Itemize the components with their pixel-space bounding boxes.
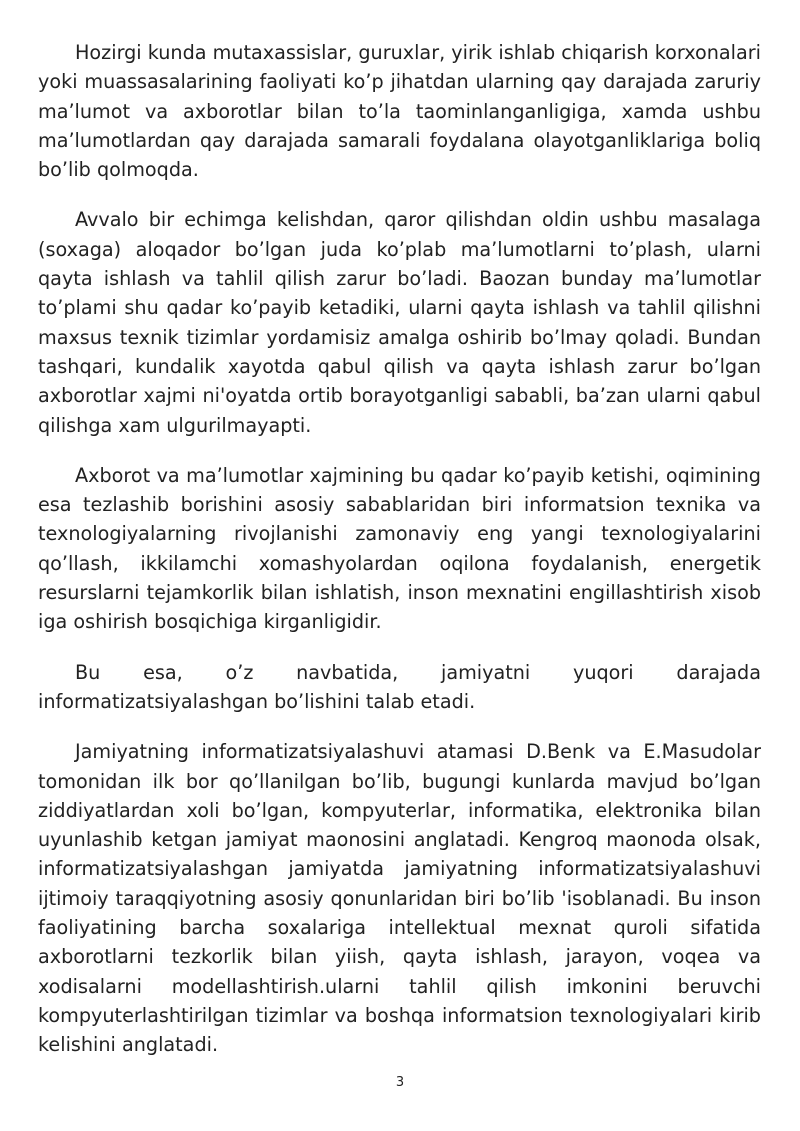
paragraph-1: Hozirgi kunda mutaxassislar, guruxlar, yirik ishlab chiqarish korxonalari yoki muassasalarining faoliyati ko’p jihatdan ularning qay darajada zaruriy ma’lumot va axborotlar bilan to’la taominlanganligiga, xamda ushbu ma’lumotlardan qay darajada samarali foydalana olayotganliklariga boliq bo’lib qolmoqda.	[38, 41, 761, 182]
paragraph-5: Jamiyatning informatizatsiyalashuvi atamasi D.Benk va E.Masudolar tomonidan ilk bor qo’llanilgan bo’lib, bugungi kunlarda mavjud bo’lgan ziddiyatlardan xoli bo’lgan, kompyuterlar, informatika, elektronika bilan uyunlashib ketgan jamiyat maonosini anglatadi. Kengroq maonoda olsak, informatizatsiyalashgan jamiyatda jamiyatning informatizatsiyalashuvi ijtimoiy taraqqiyotning asosiy qonunlaridan biri bo’lib 'isoblanadi. Bu inson faoliyatining barcha soxalariga intellektual mexnat quroli sifatida axborotlarni tezkorlik bilan yiish, qayta ishlash, jarayon, voqea va xodisalarni modellashtirish.ularni tahlil qilish imkonini beruvchi kompyuterlashtirilgan tizimlar va boshqa informatsion texnologiyalari kirib kelishini anglatadi.	[38, 740, 761, 1057]
paragraph-4: Bu esa, o’z navbatida, jamiyatni yuqori darajada informatizatsiyalashgan bo’lishini talab etadi.	[38, 660, 761, 713]
paragraph-2: Avvalo bir echimga kelishdan, qaror qilishdan oldin ushbu masalaga (soxaga) aloqador bo’lgan juda ko’plab ma’lumotlarni to’plash, ularni qayta ishlash va tahlil qilish zarur bo’ladi. Baozan bunday ma’lumotlar to’plami shu qadar ko’payib ketadiki, ularni qayta ishlash va tahlil qilishni maxsus texnik tizimlar yordamisiz amalga oshirib bo’lmay qoladi. Bundan tashqari, kundalik xayotda qabul qilish va qayta ishlash zarur bo’lgan axborotlar xajmi ni'oyatda ortib borayotganligi sababli, ba’zan ularni qabul qilishga xam ulgurilmayapti.	[38, 208, 761, 437]
paragraph-3: Axborot va ma’lumotlar xajmining bu qadar ko’payib ketishi, oqimining esa tezlashib borishini asosiy sabablaridan biri informatsion texnika va texnologiyalarning rivojlanishi zamonaviy eng yangi texnologiyalarini qo’llash, ikkilamchi xomashyolardan oqilona foydalanish, energetik resurslarni tejamkorlik bilan ishlatish, inson mexnatini engillashtirish xisob iga oshirish bosqichiga kirganligidir.	[38, 463, 761, 634]
page-number: 3	[395, 1075, 405, 1090]
document-page	[38, 38, 761, 1081]
